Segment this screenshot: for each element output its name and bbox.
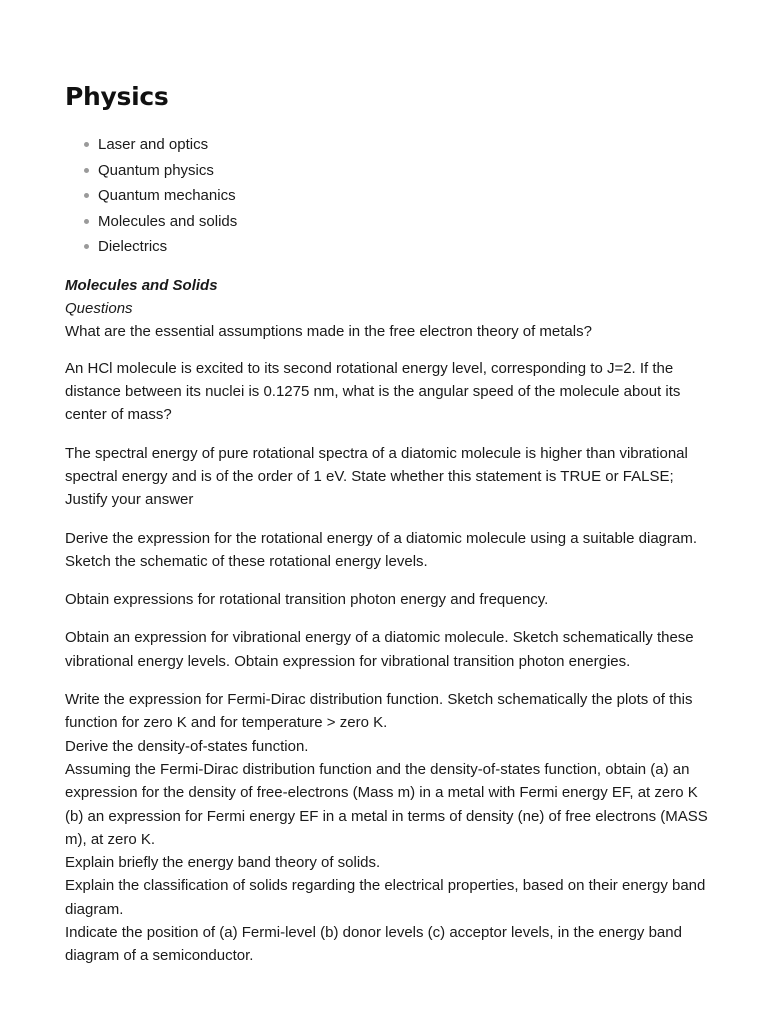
page-title: Physics [65,82,169,111]
bullet-icon [84,219,89,224]
question-paragraph: Obtain expressions for rotational transition photon energy and frequency. [65,591,549,609]
question-paragraph: Indicate the position of (a) Fermi-level (b) donor levels (c) acceptor levels, in the energy band diagram of a semiconductor. [65,924,682,965]
section-title: Molecules and Solids [65,276,218,294]
topic-list-item [98,132,710,158]
topic-label: Quantum mechanics [98,187,236,204]
topic-list-item [98,183,710,209]
bullet-icon [84,244,89,249]
topic-list-item [98,209,710,235]
question-paragraph: Obtain an expression for vibrational energy of a diatomic molecule. Sketch schematically these vibrational energy levels. Obtain expression for vibrational transition photon energies. [65,629,694,670]
topic-list [65,132,710,260]
question-paragraph: Explain the classification of solids regarding the electrical properties, based on their energy band diagram. [65,877,706,918]
question-paragraph: The spectral energy of pure rotational spectra of a diatomic molecule is higher than vibrational spectral energy and is of the order of 1 eV. State whether this statement is TRUE or FALSE; Justify your answer [65,444,688,509]
section-subheading: Questions [65,299,133,317]
question-paragraph: Derive the density-of-states function. [65,737,309,755]
topic-list-item [98,234,710,260]
document-page [65,80,710,968]
question-paragraph: What are the essential assumptions made in the free electron theory of metals? [65,322,592,340]
topic-label: Laser and optics [98,136,209,153]
question-paragraph: Write the expression for Fermi-Dirac distribution function. Sketch schematically the plots of this function for zero K and for temperature > zero K. [65,691,693,732]
topic-list-item [98,158,710,184]
question-paragraph: An HCl molecule is excited to its second rotational energy level, corresponding to J=2. If the distance between its nuclei is 0.1275 nm, what is the angular speed of the molecule about its center of mass? [65,359,681,424]
bullet-icon [84,193,89,198]
bullet-icon [84,142,89,147]
question-paragraph: Derive the expression for the rotational energy of a diatomic molecule using a suitable diagram. Sketch the schematic of these rotational energy levels. [65,529,698,570]
question-paragraph: Explain briefly the energy band theory of solids. [65,854,381,872]
topic-label: Molecules and solids [98,212,238,230]
bullet-icon [84,168,89,173]
topic-label: Dielectrics [98,238,168,255]
question-paragraph: Assuming the Fermi-Dirac distribution function and the density-of-states function, obtain (a) an expression for the density of free-electrons (Mass m) in a metal with Fermi energy EF, at zero K (b) an expression for Fermi energy EF in a metal in terms of density (ne) of free electrons (MASS m), at zero K. [65,760,708,848]
topic-label: Quantum physics [98,161,214,179]
